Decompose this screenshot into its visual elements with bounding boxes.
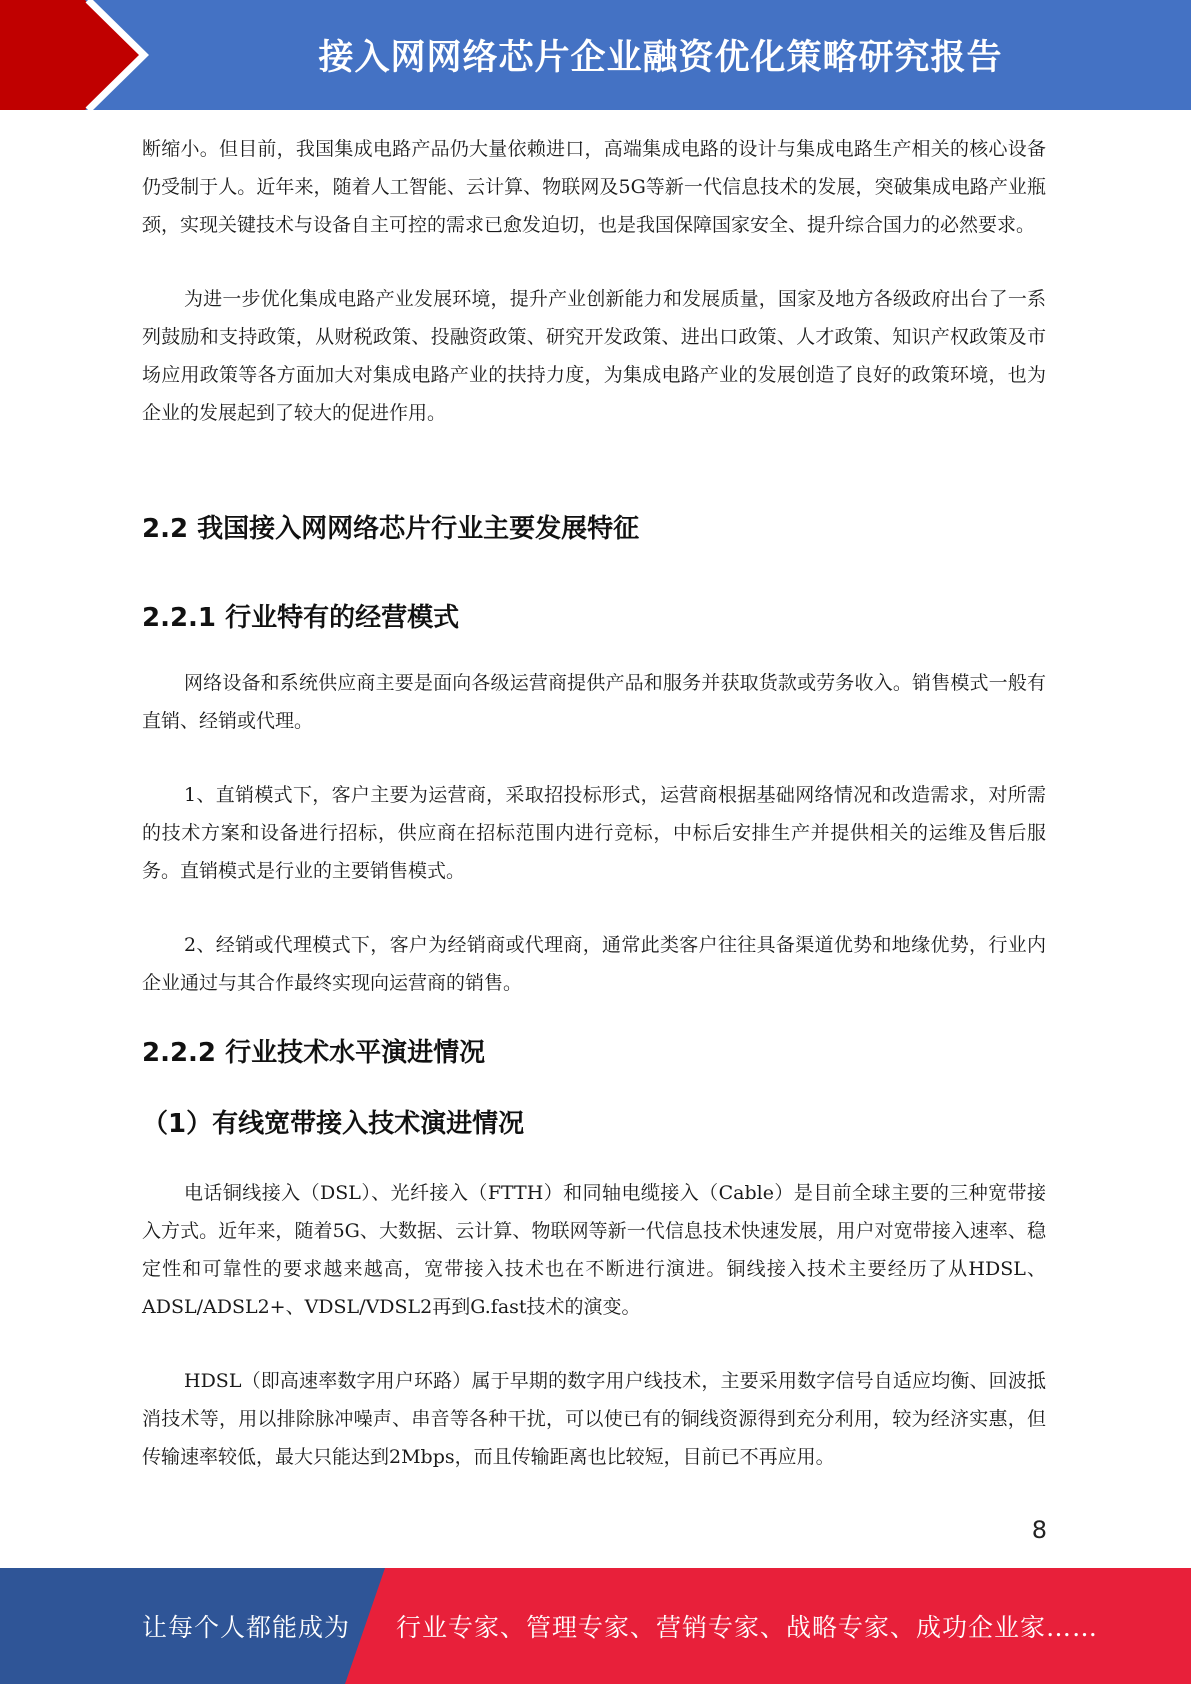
- paragraph-6: 电话铜线接入（DSL）、光纤接入（FTTH）和同轴电缆接入（Cable）是目前全球主要的三种宽带接入方式。近年来，随着5G、大数据、云计算、物联网等新一代信息技术快速发展，用户对宽带接入速率、稳定性和可靠性的要求越来越高，宽带接入技术也在不断进行演进。铜线接入技术主要经历了从HDSL、ADSL/ADSL2+、VDSL/VDSL2再到G.fast技术的演变。: [142, 1182, 1046, 1318]
- page-number: 8: [1031, 1516, 1047, 1544]
- footer-slogan-left: 让每个人都能成为: [142, 1613, 351, 1642]
- page-footer: [0, 1568, 1191, 1684]
- paragraph-7: HDSL（即高速率数字用户环路）属于早期的数字用户线技术，主要采用数字信号自适应均衡、回波抵消技术等，用以排除脉冲噪声、串音等各种干扰，可以使已有的铜线资源得到充分利用，较为经济实惠，但传输速率较低，最大只能达到2Mbps，而且传输距离也比较短，目前已不再应用。: [142, 1370, 1046, 1468]
- report-title: 接入网网络芯片企业融资优化策略研究报告: [318, 38, 1003, 78]
- section-heading-2-2: 2.2 我国接入网网络芯片行业主要发展特征: [142, 514, 640, 544]
- section-heading-2-2-2: 2.2.2 行业技术水平演进情况: [142, 1038, 486, 1068]
- subsection-heading-1: （1）有线宽带接入技术演进情况: [142, 1109, 525, 1139]
- paragraph-5: 2、经销或代理模式下，客户为经销商或代理商，通常此类客户往往具备渠道优势和地缘优势，行业内企业通过与其合作最终实现向运营商的销售。: [142, 934, 1046, 994]
- footer-slogan-right: 行业专家、管理专家、营销专家、战略专家、成功企业家……: [396, 1613, 1099, 1642]
- section-heading-2-2-1: 2.2.1 行业特有的经营模式: [142, 603, 460, 633]
- paragraph-1: 断缩小。但目前，我国集成电路产品仍大量依赖进口，高端集成电路的设计与集成电路生产相关的核心设备仍受制于人。近年来，随着人工智能、云计算、物联网及5G等新一代信息技术的发展，突破集成电路产业瓶颈，实现关键技术与设备自主可控的需求已愈发迫切，也是我国保障国家安全、提升综合国力的必然要求。: [142, 138, 1046, 236]
- page-header: [0, 0, 1191, 110]
- paragraph-4: 1、直销模式下，客户主要为运营商，采取招投标形式，运营商根据基础网络情况和改造需求，对所需的技术方案和设备进行招标，供应商在招标范围内进行竞标，中标后安排生产并提供相关的运维及售后服务。直销模式是行业的主要销售模式。: [142, 784, 1046, 882]
- header-red-arrow: [0, 0, 140, 110]
- paragraph-2: 为进一步优化集成电路产业发展环境，提升产业创新能力和发展质量，国家及地方各级政府出台了一系列鼓励和支持政策，从财税政策、投融资政策、研究开发政策、进出口政策、人才政策、知识产权政策及市场应用政策等各方面加大对集成电路产业的扶持力度，为集成电路产业的发展创造了良好的政策环境，也为企业的发展起到了较大的促进作用。: [142, 288, 1046, 424]
- document-body: [142, 130, 1046, 1476]
- paragraph-3: 网络设备和系统供应商主要是面向各级运营商提供产品和服务并获取货款或劳务收入。销售模式一般有直销、经销或代理。: [142, 672, 1046, 732]
